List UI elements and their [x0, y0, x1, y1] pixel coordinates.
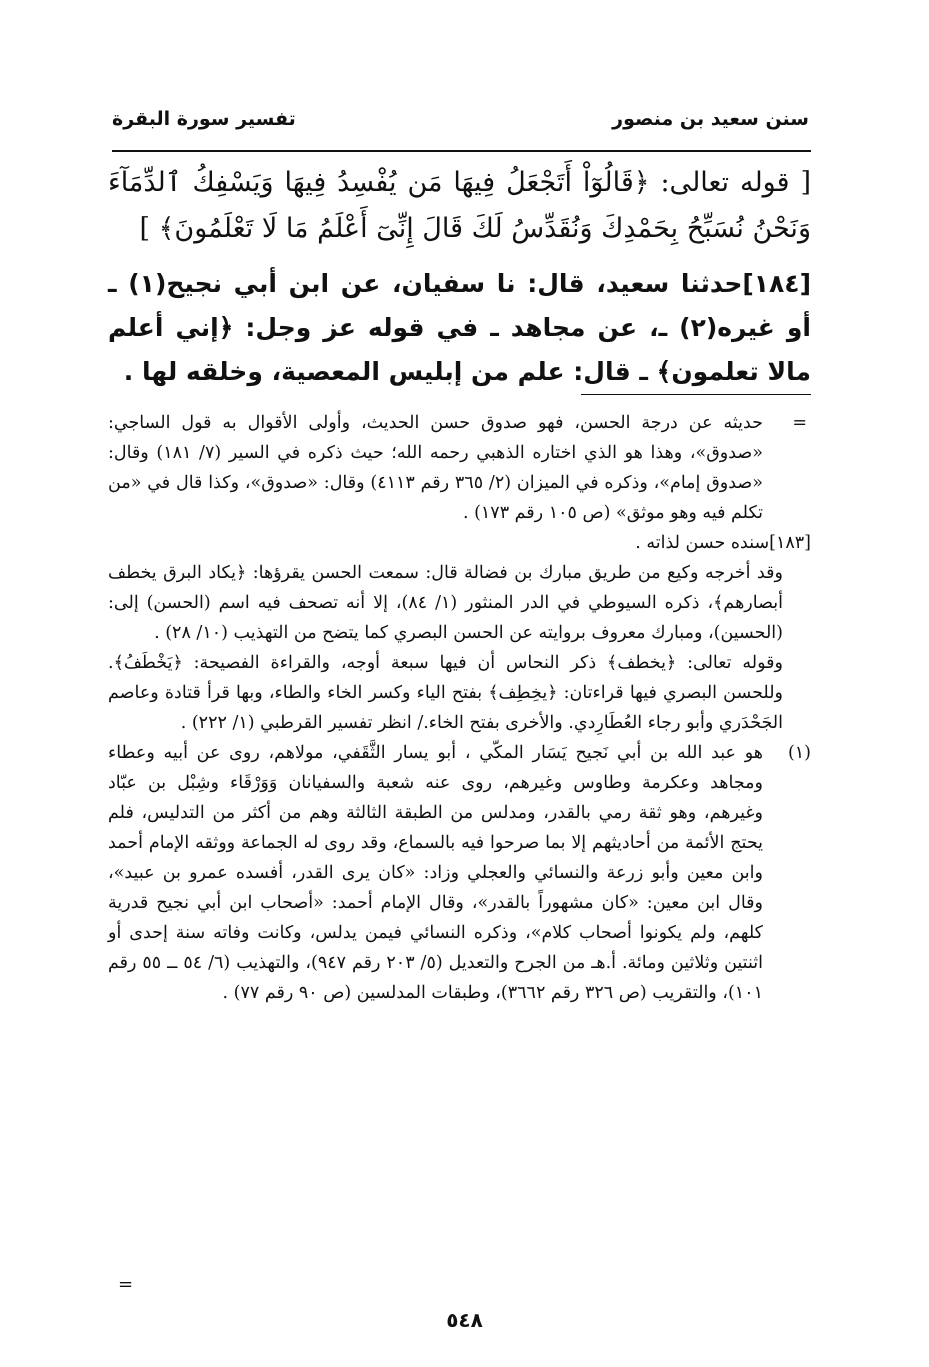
footnote-1-text: هو عبد الله بن أبي نَجيح يَسَار المكّي ، أبو يسار الثَّقَفي، مولاهم، روى عن أبيه وعطاء ومجاهد وعكرمة وطاوس وغيرهم، روى عنه شعبة والسفيانان وَوَرْقَاء وشِبْل بن عبّاد وغيرهم، وهو ثقة رمي بالقدر، ومدلس من الطبقة الثالثة وهم من أكثر من التدليس، فلم يحتج الأئمة من أحاديثهم إلا بما صرحوا فيه بالسماع، وقد روى له الجماعة ووثقه الإمام أحمد وابن معين وأبو زرعة والنسائي والعجلي وزاد: «كان يرى القدر، أفسده عمرو بن عبيد»، وقال ابن معين: «كان مشهوراً بالقدر»، وقال الإمام أحمد: «أصحاب ابن أبي نجيح قدرية كلهم، ولم يكونوا أصحاب كلام»، وذكره النسائي فيمن يدلس، وكانت وفاته سنة إحدى أو اثنتين وثلاثين ومائة. أ.هـ من الجرح والتعديل (٥/ ٢٠٣ رقم ٩٤٧)، والتهذيب (٦/ ٥٤ ــ ٥٥ رقم ١٠١)، والتقريب (ص ٣٢٦ رقم ٣٦٦٢)، وطبقات المدلسين (ص ٩٠ رقم ٧٧) .: [108, 743, 763, 1003]
note-183-paragraph-1: وقد أخرجه وكيع من طريق مبارك بن فضالة قال: سمعت الحسن يقرؤها: ﴿يكاد البرق يخطف أبصارهم﴾، ذكره السيوطي في الدر المنثور (١/ ٨٤)، إلا أنه تصحف فيه اسم (الحسن) إلى: (الحسين)، ومبارك معروف بروايته عن الحسن البصري كما يتضح من التهذيب (١٠/ ٢٨) .: [108, 563, 783, 643]
footnote-1: [108, 738, 811, 1008]
note-183: [108, 528, 811, 738]
book-title: سنن سعيد بن منصور: [612, 108, 809, 130]
page-number: ٥٤٨: [446, 1308, 483, 1332]
footnote-continues-mark: =: [118, 1274, 134, 1295]
running-header: [112, 104, 809, 134]
continued-footnote: [108, 408, 811, 528]
header-rule: [112, 150, 811, 152]
hadith-184: [١٨٤]حدثنا سعيد، قال: نا سفيان، عن ابن أبي نجيح(١) ـ أو غيره(٢) ـ، عن مجاهد ـ في قوله عز وجل: ﴿إني أعلم مالا تعلمون﴾ ـ قال: علم من إبليس المعصية، وخلقه لها .: [108, 269, 811, 386]
note-183-paragraph-2: وقوله تعالى: ﴿يخطف﴾ ذكر النحاس أن فيها سبعة أوجه، والقراءة الفصيحة: ﴿يَخْطَفُ﴾. وللحسن البصري فيها قراءتان: ﴿يخِطِف﴾ بفتح الياء وكسر الخاء والطاء، وبها قرأ قتادة وعاصم الجَحْدَري وأبو رجاء العُطَارِدي. والأخرى بفتح الخاء./ انظر تفسير القرطبي (١/ ٢٢٢) .: [108, 653, 783, 733]
footnotes: [108, 408, 811, 1008]
continued-footnote-text: حديثه عن درجة الحسن، فهو صدوق حسن الحديث، وأولى الأقوال به قول الساجي: «صدوق»، وهذا هو الذي اختاره الذهبي رحمه الله؛ حيث ذكره في السير (٧/ ١٨١) وقال: «صدوق إمام»، وذكره في الميزان (٢/ ٣٦٥ رقم ٤١١٣) وقال: «صدوق»، وكذا قال في «من تكلم فيه وهو موثق» (ص ١٠٥ رقم ١٧٣) .: [108, 413, 763, 523]
footnote-separator: [581, 394, 811, 395]
note-183-text: سنده حسن لذاته .: [635, 533, 770, 553]
section-title: تفسير سورة البقرة: [112, 108, 296, 130]
quranic-verse: [ قوله تعالى: ﴿قَالُوٓاْ أَتَجْعَلُ فِيهَا مَن يُفْسِدُ فِيهَا وَيَسْفِكُ ٱلدِّمَآءَ وَنَحْنُ نُسَبِّحُ بِحَمْدِكَ وَنُقَدِّسُ لَكَ قَالَ إِنِّىٓ أَعْلَمُ مَا لَا تَعْلَمُونَ﴾ ]: [108, 167, 811, 244]
continuation-mark: =: [792, 413, 807, 433]
note-183-label: [١٨٣]: [769, 533, 811, 553]
footnote-1-marker: (١): [787, 743, 811, 763]
